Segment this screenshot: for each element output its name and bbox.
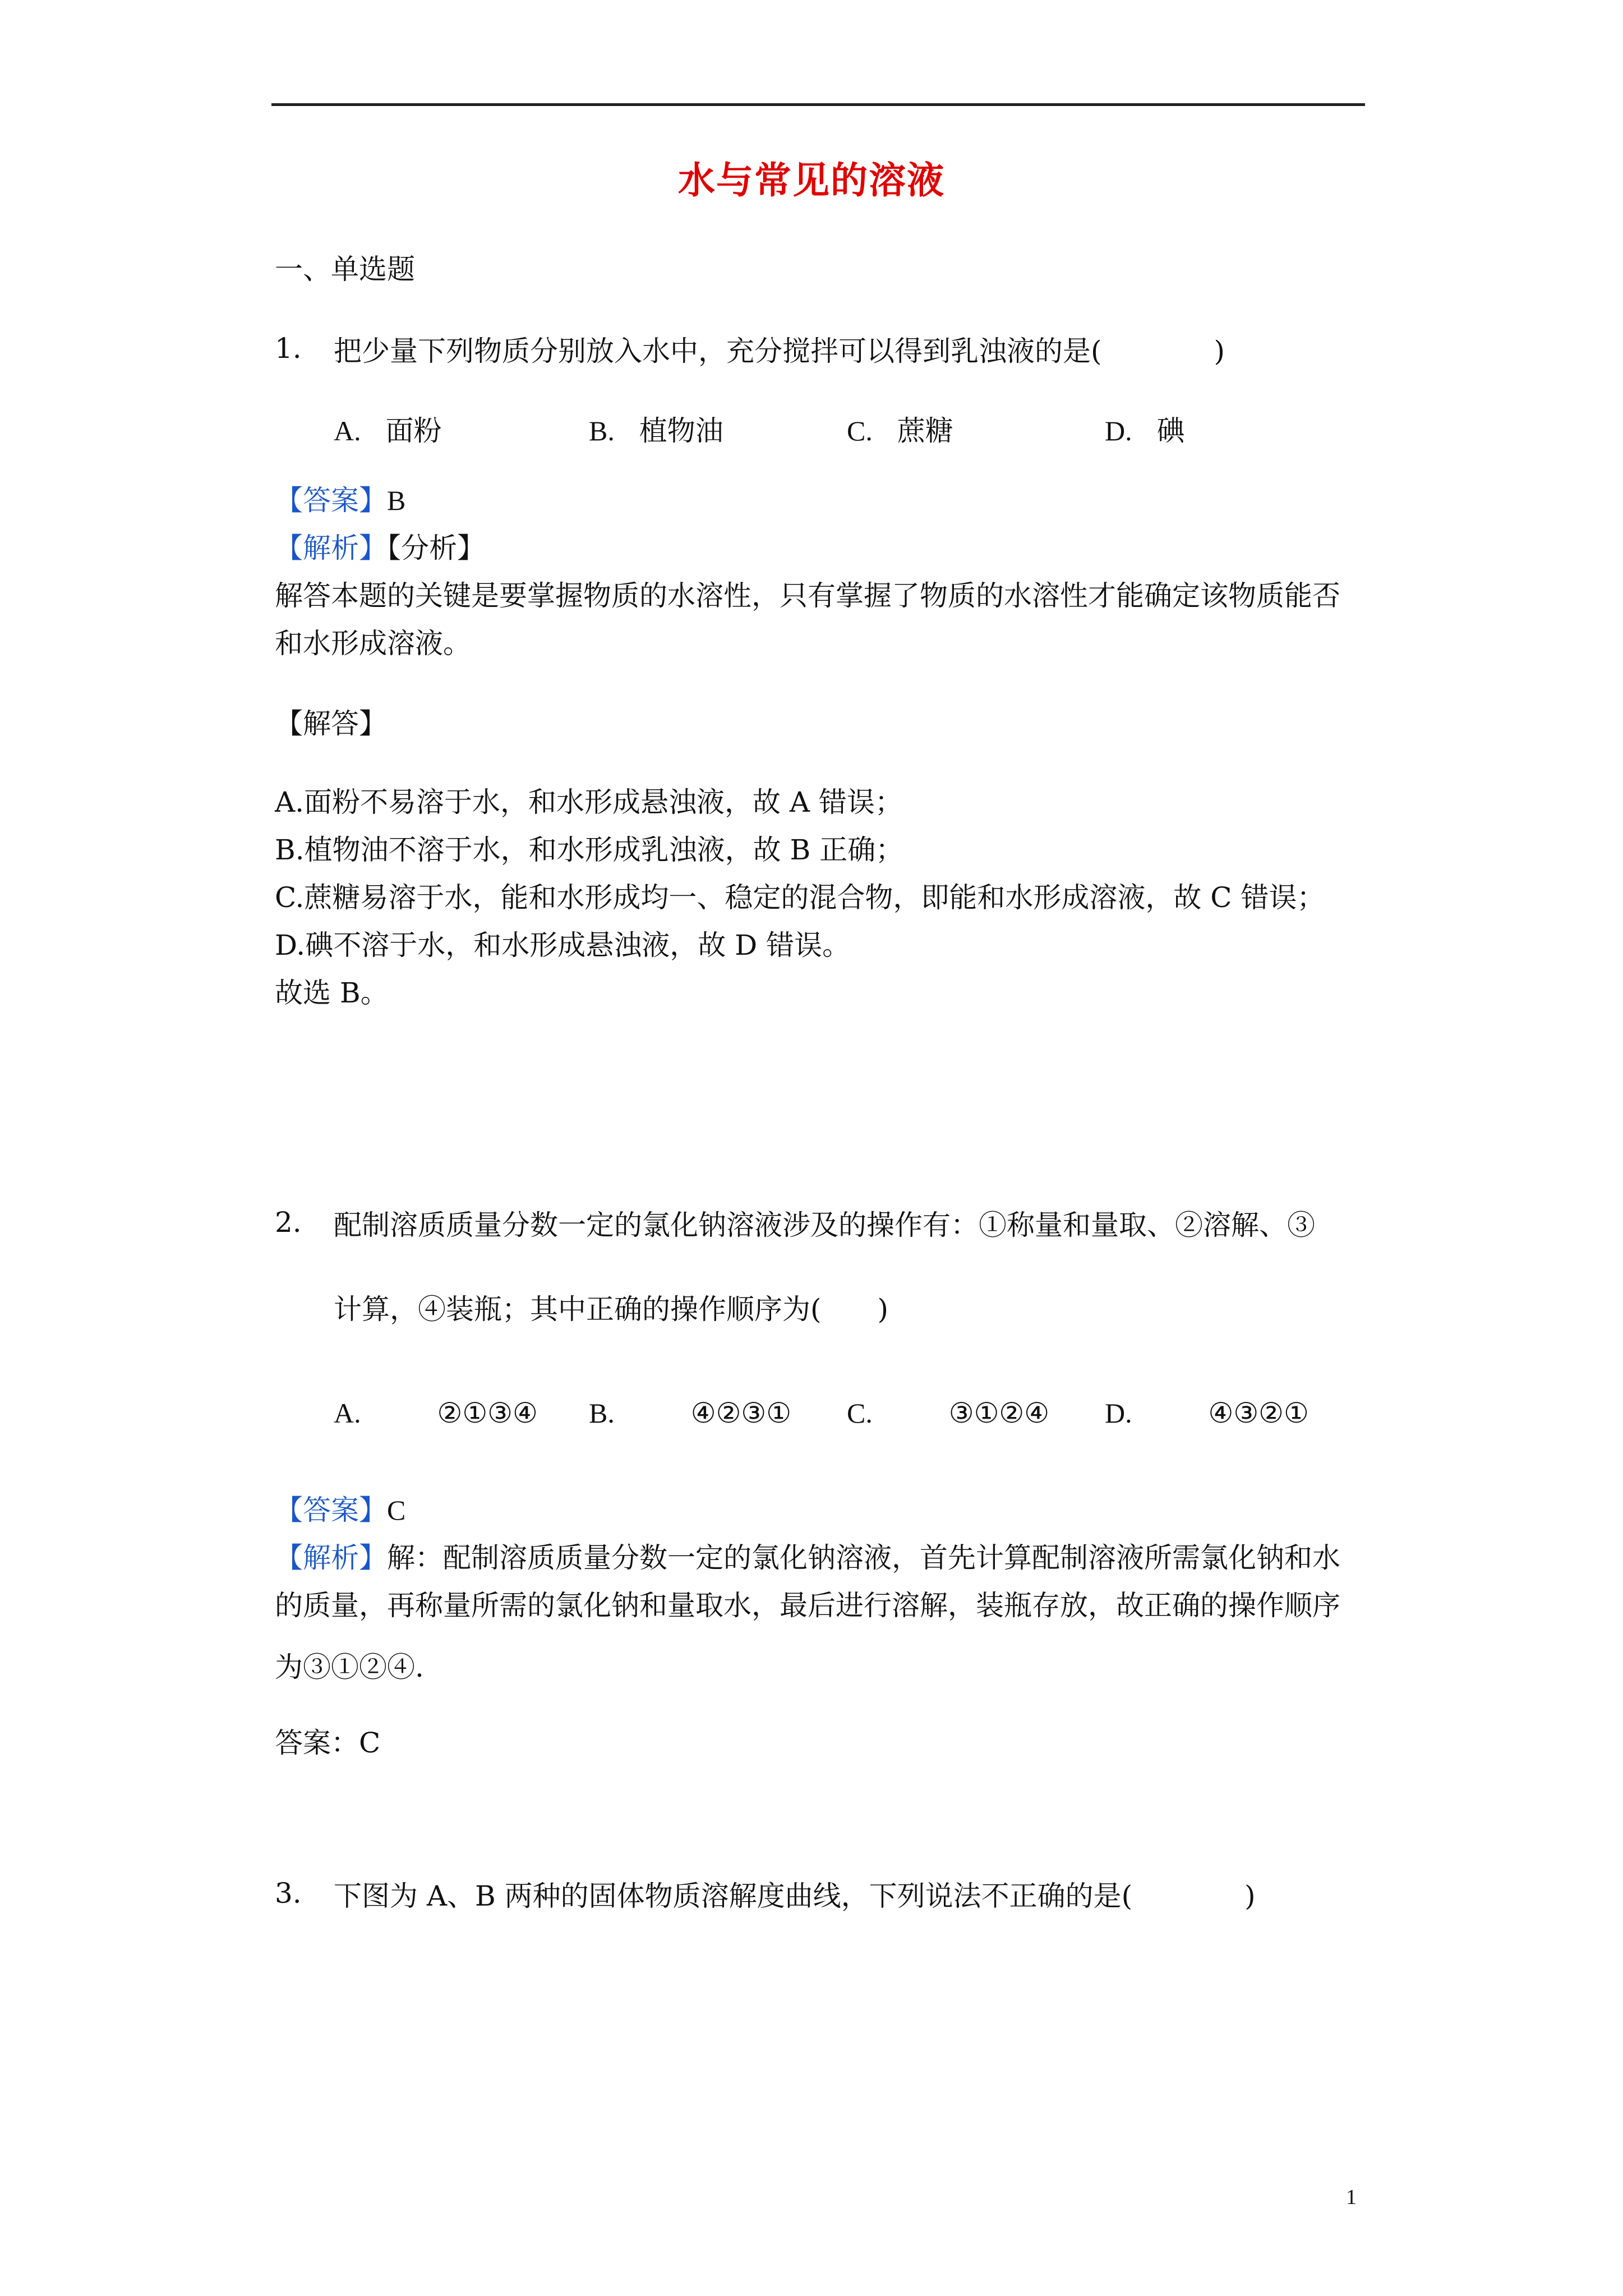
- q1-answer-tag: 【答案】: [275, 484, 387, 517]
- q2-answer-tag: 【答案】: [275, 1494, 387, 1526]
- q1-answer: [275, 482, 405, 519]
- q2-option-d-text: ④③②①: [1208, 1397, 1309, 1429]
- q2-answer: [275, 1492, 405, 1529]
- q2-analysis-tag: 【解析】: [275, 1542, 387, 1574]
- q1-option-a-text: 面粉: [385, 415, 442, 447]
- q2-option-b: [589, 1397, 791, 1429]
- q2-option-d: [1105, 1397, 1309, 1429]
- q2-answer-value: C: [387, 1494, 406, 1526]
- page-number: 1: [1346, 2185, 1357, 2209]
- q2-text-line-1: 配制溶质质量分数一定的氯化钠溶液涉及的操作有：①称量和量取、②溶解、③: [334, 1209, 1315, 1241]
- q1-option-d-text: 碘: [1156, 415, 1185, 447]
- q2-analysis-line-1: [275, 1540, 1340, 1576]
- q1-solution-tag: 【解答】: [275, 707, 387, 740]
- q1-option-c-text: 蔗糖: [897, 415, 953, 447]
- q2-analysis-line-3: 为③①②④.: [275, 1651, 424, 1683]
- q1-option-d-letter: D.: [1105, 415, 1132, 447]
- page-title: 水与常见的溶液: [678, 158, 945, 202]
- q1-analysis-line-1: 解答本题的关键是要掌握物质的水溶性，只有掌握了物质的水溶性才能确定该物质能否: [275, 579, 1340, 612]
- q2-option-b-text: ④②③①: [690, 1397, 792, 1429]
- q2-option-a-text: ②①③④: [437, 1397, 538, 1429]
- q1-solution-line-1: A.面粉不易溶于水，和水形成悬浊液，故 A 错误；: [275, 786, 903, 818]
- q1-analysis-line-2: 和水形成溶液。: [275, 627, 471, 660]
- q1-answer-value: B: [387, 485, 406, 516]
- q2-analysis-line-2: 的质量，再称量所需的氯化钠和量取水，最后进行溶解，装瓶存放，故正确的操作顺序: [275, 1589, 1340, 1622]
- q1-option-a: [334, 408, 442, 449]
- q2-option-c-text: ③①②④: [948, 1397, 1050, 1429]
- q1-option-b-text: 植物油: [639, 415, 723, 447]
- q1-option-a-letter: A.: [334, 415, 361, 447]
- header-rule: [271, 103, 1365, 106]
- q1-option-b: [589, 408, 723, 449]
- section-heading: 一、单选题: [275, 253, 415, 286]
- q1-analysis-sub: 【分析】: [387, 532, 485, 564]
- q1-text: 把少量下列物质分别放入水中，充分搅拌可以得到乳浊液的是( ): [334, 335, 1225, 367]
- q1-option-c: [847, 408, 953, 449]
- q2-option-d-letter: D.: [1105, 1397, 1132, 1429]
- q2-option-b-letter: B.: [589, 1397, 615, 1429]
- q1-solution-line-5: 故选 B。: [275, 977, 389, 1009]
- q2-text-line-2: 计算，④装瓶；其中正确的操作顺序为( ): [334, 1293, 889, 1326]
- q1-solution-line-2: B.植物油不溶于水，和水形成乳浊液，故 B 正确；: [275, 834, 904, 866]
- q2-option-a-letter: A.: [334, 1397, 361, 1429]
- q1-analysis-heading: [275, 530, 485, 567]
- q1-option-b-letter: B.: [589, 415, 615, 447]
- q1-analysis-tag: 【解析】: [275, 532, 387, 564]
- q2-option-c: [847, 1397, 1049, 1429]
- q1-number: 1.: [275, 332, 302, 365]
- q1-option-d: [1105, 408, 1185, 449]
- q1-option-c-letter: C.: [847, 415, 873, 447]
- q2-number: 2.: [275, 1206, 302, 1239]
- q2-option-a: [334, 1397, 538, 1429]
- q2-analysis-text-1: 解：配制溶质质量分数一定的氯化钠溶液，首先计算配制溶液所需氯化钠和水: [387, 1542, 1340, 1574]
- q2-final-answer: 答案：C: [275, 1727, 381, 1759]
- q1-solution-line-3: C.蔗糖易溶于水，能和水形成均一、稳定的混合物，即能和水形成溶液，故 C 错误；: [275, 881, 1325, 914]
- q3-text: 下图为 A、B 两种的固体物质溶解度曲线，下列说法不正确的是( ): [334, 1880, 1256, 1912]
- q1-solution-line-4: D.碘不溶于水，和水形成悬浊液，故 D 错误。: [275, 929, 851, 961]
- q2-option-c-letter: C.: [847, 1397, 873, 1429]
- q3-number: 3.: [275, 1877, 302, 1910]
